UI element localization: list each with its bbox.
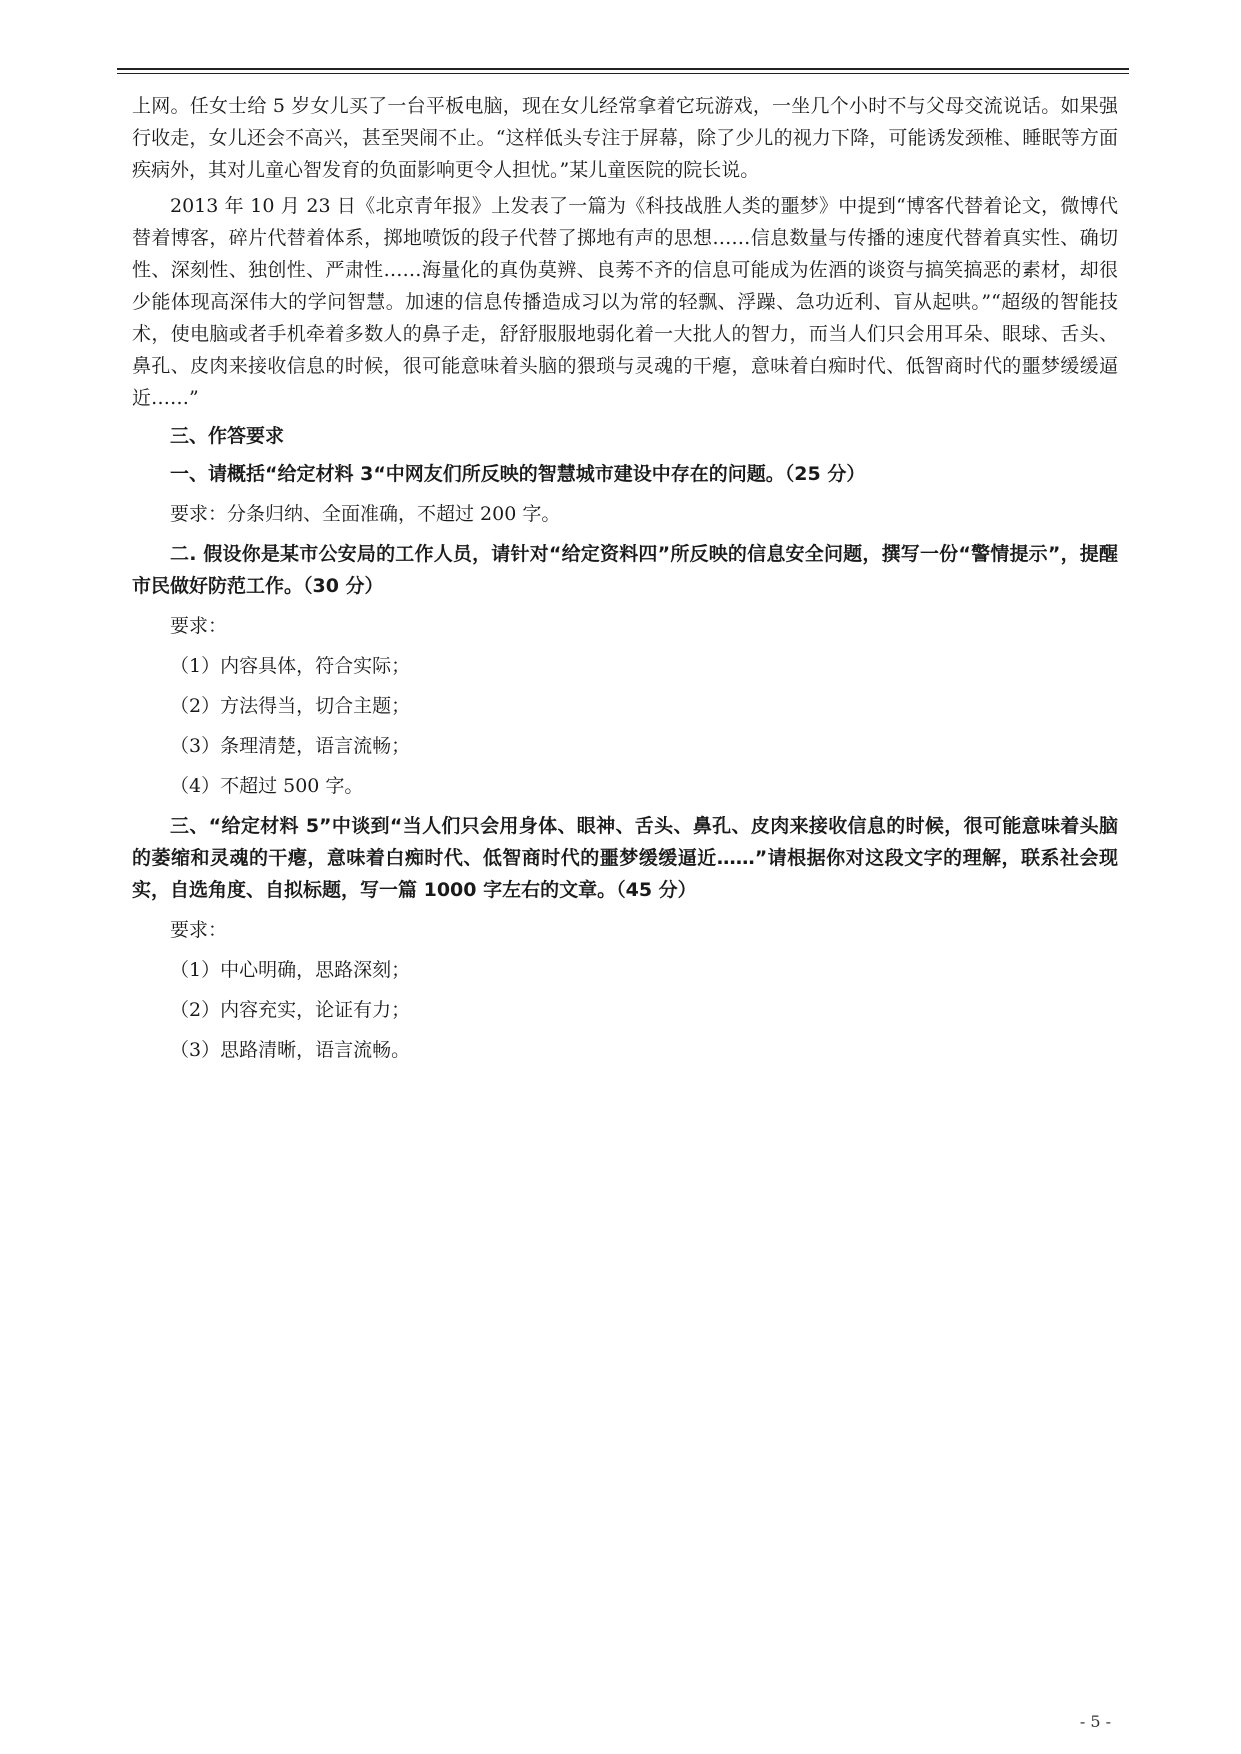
question-2-title: 二. 假设你是某市公安局的工作人员，请针对“给定资料四”所反映的信息安全问题，撰写一份“警情提示”，提醒市民做好防范工作。（30 分） (132, 543, 1118, 597)
question-2-item: （3）条理清楚，语言流畅； (170, 735, 411, 757)
question-3-title: 三、“给定材料 5”中谈到“当人们只会用身体、眼神、舌头、鼻孔、皮肉来接收信息的时候，很可能意味着头脑的萎缩和灵魂的干瘪，意味着白痴时代、低智商时代的噩梦缓缓逼近……”请根据你对这段文字的理解，联系社会现实，自选角度、自拟标题，写一篇 1000 字左右的文章。（45 分） (132, 815, 1118, 901)
page-number: - 5 - (1079, 1712, 1111, 1731)
question-1-title: 一、请概括“给定材料 3“中网友们所反映的智慧城市建设中存在的问题。（25 分） (170, 463, 866, 485)
question-2-item: （1）内容具体，符合实际； (170, 655, 411, 677)
question-2-item: （4）不超过 500 字。 (170, 775, 364, 797)
question-3-item: （1）中心明确，思路深刻； (170, 959, 411, 981)
paragraph-continuation: 上网。任女士给 5 岁女儿买了一台平板电脑，现在女儿经常拿着它玩游戏，一坐几个小时不与父母交流说话。如果强行收走，女儿还会不高兴，甚至哭闹不止。“这样低头专注于屏幕，除了少儿的视力下降，可能诱发颈椎、睡眠等方面疾病外，其对儿童心智发育的负面影响更令人担忧。”某儿童医院的院长说。 (132, 95, 1118, 181)
question-3-requirement-label: 要求： (170, 919, 228, 941)
paragraph-newspaper-quote: 2013 年 10 月 23 日《北京青年报》上发表了一篇为《科技战胜人类的噩梦》中提到“博客代替着论文，微博代替着博客，碎片代替着体系，掷地喷饭的段子代替了掷地有声的思想……信息数量与传播的速度代替着真实性、确切性、深刻性、独创性、严肃性……海量化的真伪莫辨、良莠不齐的信息可能成为佐酒的谈资与搞笑搞恶的素材，却很少能体现高深伟大的学问智慧。加速的信息传播造成习以为常的轻飘、浮躁、急功近利、盲从起哄。”“超级的智能技术，使电脑或者手机牵着多数人的鼻子走，舒舒服服地弱化着一大批人的智力，而当人们只会用耳朵、眼球、舌头、鼻孔、皮肉来接收信息的时候，很可能意味着头脑的猥琐与灵魂的干瘪，意味着白痴时代、低智商时代的噩梦缓缓逼近……” (132, 195, 1118, 409)
header-rule-thick (117, 68, 1129, 70)
question-2-item: （2）方法得当，切合主题； (170, 695, 411, 717)
header-rule-thin (117, 73, 1129, 74)
question-2-requirement-label: 要求： (170, 615, 228, 637)
question-3-item: （3）思路清晰，语言流畅。 (170, 1039, 411, 1061)
document-body (132, 90, 1118, 1074)
section-heading: 三、作答要求 (170, 425, 285, 447)
question-3-item: （2）内容充实，论证有力； (170, 999, 411, 1021)
question-1-requirement: 要求：分条归纳、全面准确，不超过 200 字。 (170, 503, 561, 525)
